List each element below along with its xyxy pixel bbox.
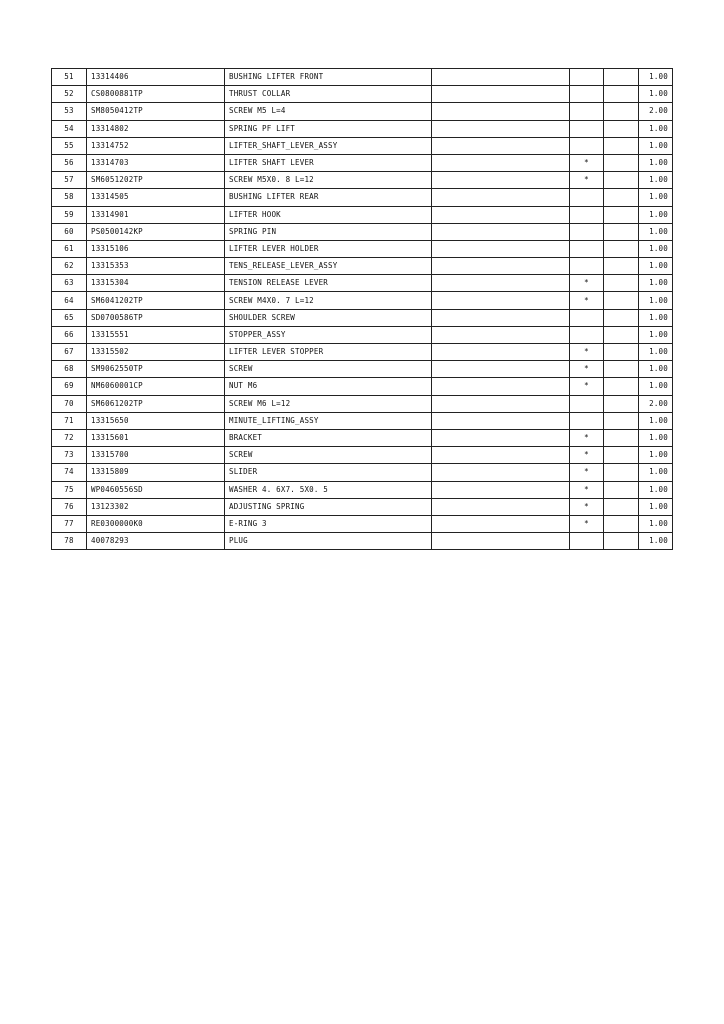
blank-cell xyxy=(604,240,639,257)
table-row xyxy=(52,344,673,361)
item-number-cell: 75 xyxy=(52,481,87,498)
blank-cell xyxy=(604,275,639,292)
part-number-cell: RE0300000K0 xyxy=(87,515,225,532)
description-cell: STOPPER_ASSY xyxy=(225,326,432,343)
mark-cell: * xyxy=(570,447,604,464)
part-number-cell: SM6061202TP xyxy=(87,395,225,412)
blank-cell xyxy=(432,412,570,429)
blank-cell xyxy=(604,412,639,429)
quantity-cell: 1.00 xyxy=(639,258,673,275)
item-number-cell: 66 xyxy=(52,326,87,343)
blank-cell xyxy=(604,154,639,171)
mark-cell xyxy=(570,189,604,206)
blank-cell xyxy=(604,429,639,446)
description-cell: SCREW M6 L=12 xyxy=(225,395,432,412)
part-number-cell: 13314406 xyxy=(87,69,225,86)
mark-cell: * xyxy=(570,344,604,361)
blank-cell xyxy=(432,223,570,240)
blank-cell xyxy=(604,223,639,240)
description-cell: LIFTER LEVER STOPPER xyxy=(225,344,432,361)
table-row xyxy=(52,189,673,206)
mark-cell xyxy=(570,223,604,240)
part-number-cell: 13314802 xyxy=(87,120,225,137)
description-cell: SLIDER xyxy=(225,464,432,481)
part-number-cell: SM8050412TP xyxy=(87,103,225,120)
blank-cell xyxy=(604,309,639,326)
description-cell: E-RING 3 xyxy=(225,515,432,532)
table-row xyxy=(52,515,673,532)
table-row xyxy=(52,103,673,120)
mark-cell: * xyxy=(570,429,604,446)
blank-cell xyxy=(604,86,639,103)
description-cell: THRUST COLLAR xyxy=(225,86,432,103)
blank-cell xyxy=(432,103,570,120)
description-cell: SCREW xyxy=(225,447,432,464)
description-cell: MINUTE_LIFTING_ASSY xyxy=(225,412,432,429)
table-row xyxy=(52,309,673,326)
mark-cell: * xyxy=(570,464,604,481)
table-row xyxy=(52,275,673,292)
table-row xyxy=(52,206,673,223)
item-number-cell: 60 xyxy=(52,223,87,240)
blank-cell xyxy=(432,533,570,550)
item-number-cell: 63 xyxy=(52,275,87,292)
description-cell: PLUG xyxy=(225,533,432,550)
part-number-cell: WP0460556SD xyxy=(87,481,225,498)
item-number-cell: 71 xyxy=(52,412,87,429)
mark-cell xyxy=(570,86,604,103)
mark-cell: * xyxy=(570,481,604,498)
mark-cell: * xyxy=(570,361,604,378)
item-number-cell: 56 xyxy=(52,154,87,171)
table-row xyxy=(52,172,673,189)
part-number-cell: 13123302 xyxy=(87,498,225,515)
mark-cell: * xyxy=(570,172,604,189)
table-row xyxy=(52,412,673,429)
blank-cell xyxy=(604,189,639,206)
table-row xyxy=(52,154,673,171)
quantity-cell: 1.00 xyxy=(639,481,673,498)
part-number-cell: 13314703 xyxy=(87,154,225,171)
blank-cell xyxy=(604,258,639,275)
mark-cell xyxy=(570,120,604,137)
mark-cell xyxy=(570,309,604,326)
blank-cell xyxy=(432,258,570,275)
quantity-cell: 2.00 xyxy=(639,103,673,120)
table-row xyxy=(52,447,673,464)
blank-cell xyxy=(432,69,570,86)
part-number-cell: 13315106 xyxy=(87,240,225,257)
item-number-cell: 70 xyxy=(52,395,87,412)
mark-cell xyxy=(570,533,604,550)
description-cell: TENSION RELEASE LEVER xyxy=(225,275,432,292)
blank-cell xyxy=(604,395,639,412)
part-number-cell: 13314901 xyxy=(87,206,225,223)
blank-cell xyxy=(432,447,570,464)
part-number-cell: 13315809 xyxy=(87,464,225,481)
quantity-cell: 1.00 xyxy=(639,120,673,137)
blank-cell xyxy=(432,292,570,309)
blank-cell xyxy=(432,464,570,481)
part-number-cell: 13315304 xyxy=(87,275,225,292)
blank-cell xyxy=(432,361,570,378)
mark-cell xyxy=(570,258,604,275)
part-number-cell: 13314752 xyxy=(87,137,225,154)
blank-cell xyxy=(432,498,570,515)
description-cell: LIFTER_SHAFT_LEVER_ASSY xyxy=(225,137,432,154)
quantity-cell: 1.00 xyxy=(639,464,673,481)
part-number-cell: 13315650 xyxy=(87,412,225,429)
table-row xyxy=(52,533,673,550)
blank-cell xyxy=(604,206,639,223)
item-number-cell: 54 xyxy=(52,120,87,137)
part-number-cell: 13315700 xyxy=(87,447,225,464)
quantity-cell: 1.00 xyxy=(639,309,673,326)
mark-cell: * xyxy=(570,515,604,532)
quantity-cell: 2.00 xyxy=(639,395,673,412)
blank-cell xyxy=(604,172,639,189)
blank-cell xyxy=(432,481,570,498)
description-cell: LIFTER HOOK xyxy=(225,206,432,223)
item-number-cell: 55 xyxy=(52,137,87,154)
part-number-cell: 13315551 xyxy=(87,326,225,343)
mark-cell xyxy=(570,137,604,154)
item-number-cell: 61 xyxy=(52,240,87,257)
blank-cell xyxy=(604,447,639,464)
quantity-cell: 1.00 xyxy=(639,533,673,550)
blank-cell xyxy=(604,515,639,532)
item-number-cell: 58 xyxy=(52,189,87,206)
quantity-cell: 1.00 xyxy=(639,292,673,309)
mark-cell xyxy=(570,412,604,429)
item-number-cell: 62 xyxy=(52,258,87,275)
description-cell: BUSHING LIFTER FRONT xyxy=(225,69,432,86)
blank-cell xyxy=(432,429,570,446)
mark-cell: * xyxy=(570,498,604,515)
quantity-cell: 1.00 xyxy=(639,69,673,86)
item-number-cell: 67 xyxy=(52,344,87,361)
item-number-cell: 73 xyxy=(52,447,87,464)
mark-cell xyxy=(570,395,604,412)
mark-cell xyxy=(570,326,604,343)
table-row xyxy=(52,240,673,257)
item-number-cell: 68 xyxy=(52,361,87,378)
part-number-cell: SM9062550TP xyxy=(87,361,225,378)
part-number-cell: 40078293 xyxy=(87,533,225,550)
blank-cell xyxy=(604,137,639,154)
table-row xyxy=(52,481,673,498)
description-cell: NUT M6 xyxy=(225,378,432,395)
quantity-cell: 1.00 xyxy=(639,223,673,240)
description-cell: SCREW M5 L=4 xyxy=(225,103,432,120)
quantity-cell: 1.00 xyxy=(639,344,673,361)
blank-cell xyxy=(604,344,639,361)
table-row xyxy=(52,395,673,412)
quantity-cell: 1.00 xyxy=(639,498,673,515)
part-number-cell: SM6051202TP xyxy=(87,172,225,189)
table-row xyxy=(52,464,673,481)
item-number-cell: 52 xyxy=(52,86,87,103)
blank-cell xyxy=(432,395,570,412)
quantity-cell: 1.00 xyxy=(639,206,673,223)
table-row xyxy=(52,378,673,395)
description-cell: LIFTER SHAFT LEVER xyxy=(225,154,432,171)
item-number-cell: 72 xyxy=(52,429,87,446)
blank-cell xyxy=(432,326,570,343)
blank-cell xyxy=(604,378,639,395)
table-row xyxy=(52,326,673,343)
quantity-cell: 1.00 xyxy=(639,86,673,103)
blank-cell xyxy=(604,292,639,309)
blank-cell xyxy=(604,481,639,498)
part-number-cell: SD0700586TP xyxy=(87,309,225,326)
quantity-cell: 1.00 xyxy=(639,429,673,446)
part-number-cell: NM6060001CP xyxy=(87,378,225,395)
blank-cell xyxy=(432,515,570,532)
mark-cell: * xyxy=(570,154,604,171)
blank-cell xyxy=(604,361,639,378)
blank-cell xyxy=(604,103,639,120)
item-number-cell: 64 xyxy=(52,292,87,309)
blank-cell xyxy=(432,189,570,206)
parts-list-table xyxy=(51,68,673,550)
table-row xyxy=(52,223,673,240)
table-row xyxy=(52,292,673,309)
item-number-cell: 57 xyxy=(52,172,87,189)
description-cell: SCREW M5X0. 8 L=12 xyxy=(225,172,432,189)
table-row xyxy=(52,120,673,137)
blank-cell xyxy=(604,498,639,515)
blank-cell xyxy=(432,172,570,189)
description-cell: LIFTER LEVER HOLDER xyxy=(225,240,432,257)
item-number-cell: 53 xyxy=(52,103,87,120)
description-cell: SPRING PF LIFT xyxy=(225,120,432,137)
blank-cell xyxy=(432,137,570,154)
blank-cell xyxy=(604,120,639,137)
blank-cell xyxy=(604,533,639,550)
quantity-cell: 1.00 xyxy=(639,154,673,171)
quantity-cell: 1.00 xyxy=(639,378,673,395)
part-number-cell: PS0500142KP xyxy=(87,223,225,240)
description-cell: SCREW xyxy=(225,361,432,378)
item-number-cell: 74 xyxy=(52,464,87,481)
part-number-cell: 13315601 xyxy=(87,429,225,446)
part-number-cell: 13315502 xyxy=(87,344,225,361)
description-cell: BRACKET xyxy=(225,429,432,446)
item-number-cell: 51 xyxy=(52,69,87,86)
quantity-cell: 1.00 xyxy=(639,275,673,292)
quantity-cell: 1.00 xyxy=(639,515,673,532)
blank-cell xyxy=(604,464,639,481)
table-row xyxy=(52,498,673,515)
item-number-cell: 77 xyxy=(52,515,87,532)
quantity-cell: 1.00 xyxy=(639,189,673,206)
item-number-cell: 78 xyxy=(52,533,87,550)
description-cell: SPRING PIN xyxy=(225,223,432,240)
quantity-cell: 1.00 xyxy=(639,240,673,257)
mark-cell: * xyxy=(570,378,604,395)
quantity-cell: 1.00 xyxy=(639,412,673,429)
part-number-cell: 13314505 xyxy=(87,189,225,206)
item-number-cell: 69 xyxy=(52,378,87,395)
blank-cell xyxy=(432,86,570,103)
table-row xyxy=(52,361,673,378)
item-number-cell: 65 xyxy=(52,309,87,326)
quantity-cell: 1.00 xyxy=(639,137,673,154)
description-cell: SHOULDER SCREW xyxy=(225,309,432,326)
blank-cell xyxy=(432,344,570,361)
mark-cell xyxy=(570,240,604,257)
description-cell: BUSHING LIFTER REAR xyxy=(225,189,432,206)
table-row xyxy=(52,137,673,154)
blank-cell xyxy=(432,206,570,223)
blank-cell xyxy=(432,378,570,395)
mark-cell: * xyxy=(570,292,604,309)
blank-cell xyxy=(432,309,570,326)
blank-cell xyxy=(432,275,570,292)
quantity-cell: 1.00 xyxy=(639,326,673,343)
table-row xyxy=(52,258,673,275)
parts-list-body xyxy=(52,69,673,550)
mark-cell xyxy=(570,103,604,120)
blank-cell xyxy=(432,240,570,257)
mark-cell: * xyxy=(570,275,604,292)
quantity-cell: 1.00 xyxy=(639,447,673,464)
table-row xyxy=(52,69,673,86)
quantity-cell: 1.00 xyxy=(639,172,673,189)
blank-cell xyxy=(604,326,639,343)
part-number-cell: SM6041202TP xyxy=(87,292,225,309)
table-row xyxy=(52,429,673,446)
description-cell: SCREW M4X0. 7 L=12 xyxy=(225,292,432,309)
item-number-cell: 59 xyxy=(52,206,87,223)
mark-cell xyxy=(570,206,604,223)
blank-cell xyxy=(604,69,639,86)
blank-cell xyxy=(432,120,570,137)
part-number-cell: CS0800881TP xyxy=(87,86,225,103)
table-row xyxy=(52,86,673,103)
quantity-cell: 1.00 xyxy=(639,361,673,378)
item-number-cell: 76 xyxy=(52,498,87,515)
description-cell: ADJUSTING SPRING xyxy=(225,498,432,515)
description-cell: TENS_RELEASE_LEVER_ASSY xyxy=(225,258,432,275)
blank-cell xyxy=(432,154,570,171)
part-number-cell: 13315353 xyxy=(87,258,225,275)
mark-cell xyxy=(570,69,604,86)
description-cell: WASHER 4. 6X7. 5X0. 5 xyxy=(225,481,432,498)
